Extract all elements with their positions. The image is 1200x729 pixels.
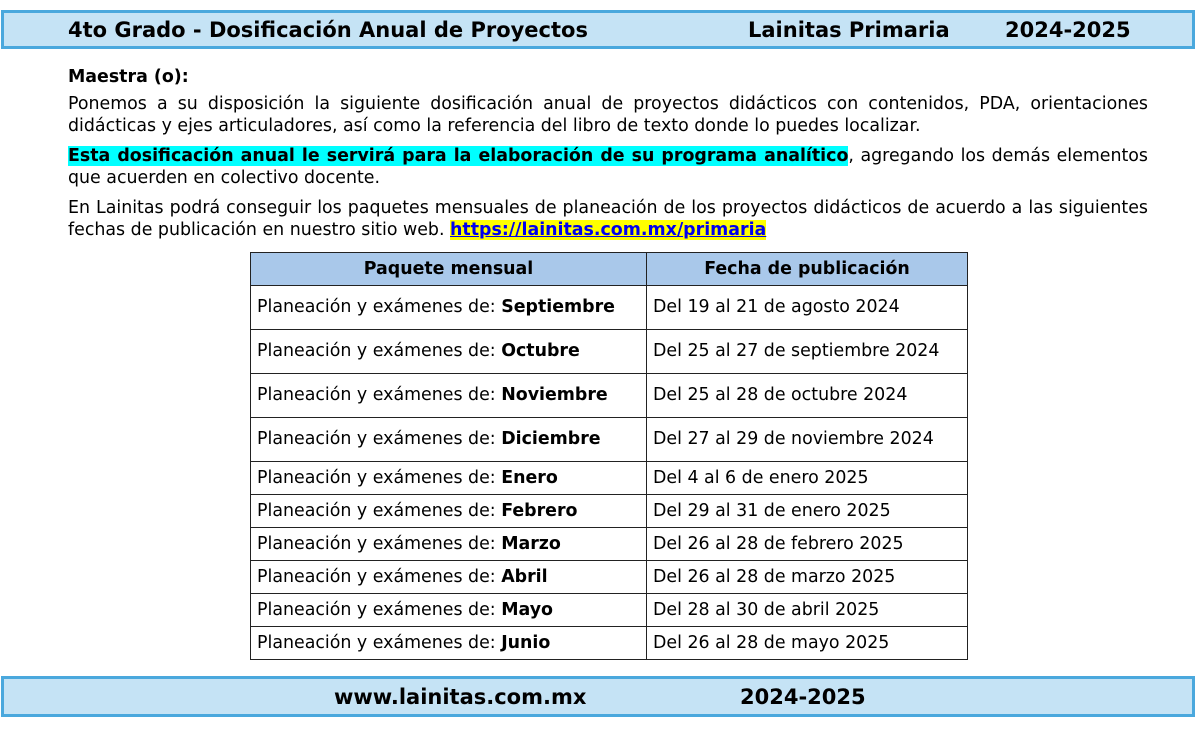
package-month: Noviembre	[501, 385, 608, 405]
package-cell	[251, 561, 647, 594]
package-cell	[251, 627, 647, 660]
intro-section	[68, 66, 1148, 249]
package-cell	[251, 286, 647, 330]
publication-schedule-table	[250, 252, 968, 660]
package-month: Septiembre	[501, 297, 615, 317]
header-banner	[1, 10, 1195, 49]
package-month: Diciembre	[501, 429, 601, 449]
package-prefix: Planeación y exámenes de:	[257, 632, 502, 653]
footer-banner	[1, 676, 1195, 717]
date-cell: Del 27 al 29 de noviembre 2024	[647, 418, 968, 462]
table-row	[251, 627, 968, 660]
package-month: Junio	[501, 632, 551, 653]
package-prefix: Planeación y exámenes de:	[257, 566, 502, 587]
package-prefix: Planeación y exámenes de:	[257, 297, 502, 317]
package-month: Abril	[501, 566, 548, 587]
table-row	[251, 528, 968, 561]
package-prefix: Planeación y exámenes de:	[257, 467, 502, 488]
date-cell: Del 26 al 28 de febrero 2025	[647, 528, 968, 561]
greeting: Maestra (o):	[68, 67, 189, 87]
package-month: Mayo	[501, 599, 553, 620]
table-row	[251, 330, 968, 374]
primaria-link[interactable]: https://lainitas.com.mx/primaria	[450, 220, 767, 240]
package-cell	[251, 495, 647, 528]
package-prefix: Planeación y exámenes de:	[257, 533, 502, 554]
date-cell: Del 28 al 30 de abril 2025	[647, 594, 968, 627]
package-cell	[251, 528, 647, 561]
package-cell	[251, 418, 647, 462]
date-cell: Del 25 al 28 de octubre 2024	[647, 374, 968, 418]
intro-paragraph: Ponemos a su disposición la siguiente dosificación anual de proyectos didácticos con contenidos, PDA, orientaciones didácticas y ejes articuladores, así como la referencia del libro de texto donde lo puedes localizar.	[68, 94, 1148, 136]
package-cell	[251, 462, 647, 495]
table-row	[251, 495, 968, 528]
package-month: Octubre	[501, 341, 580, 361]
usage-paragraph-rest: , agregando los demás elementos que acuerden en colectivo docente.	[68, 146, 1148, 188]
date-cell: Del 25 al 27 de septiembre 2024	[647, 330, 968, 374]
document-title: 4to Grado - Dosificación Anual de Proyectos	[68, 18, 588, 42]
school-name: Lainitas Primaria	[748, 18, 950, 42]
column-header-package: Paquete mensual	[251, 253, 647, 286]
date-cell: Del 4 al 6 de enero 2025	[647, 462, 968, 495]
package-month: Febrero	[501, 500, 578, 521]
school-year: 2024-2025	[1005, 18, 1131, 42]
table-row	[251, 286, 968, 330]
package-cell	[251, 330, 647, 374]
package-prefix: Planeación y exámenes de:	[257, 429, 502, 449]
highlighted-statement: Esta dosificación anual le servirá para la elaboración de su programa analítico	[68, 146, 849, 166]
date-cell: Del 29 al 31 de enero 2025	[647, 495, 968, 528]
package-prefix: Planeación y exámenes de:	[257, 385, 502, 405]
table-row	[251, 594, 968, 627]
date-cell: Del 26 al 28 de mayo 2025	[647, 627, 968, 660]
publication-text: En Lainitas podrá conseguir los paquetes mensuales de planeación de los proyectos didácticos de acuerdo a las siguientes fechas de publicación en nuestro sitio web.	[68, 198, 1148, 240]
usage-paragraph	[68, 145, 1148, 189]
package-cell	[251, 374, 647, 418]
date-cell: Del 19 al 21 de agosto 2024	[647, 286, 968, 330]
package-prefix: Planeación y exámenes de:	[257, 599, 502, 620]
package-cell	[251, 594, 647, 627]
column-header-date: Fecha de publicación	[647, 253, 968, 286]
table-row	[251, 462, 968, 495]
package-month: Marzo	[501, 533, 561, 554]
package-prefix: Planeación y exámenes de:	[257, 500, 502, 521]
footer-year: 2024-2025	[740, 685, 866, 709]
table-row	[251, 561, 968, 594]
date-cell: Del 26 al 28 de marzo 2025	[647, 561, 968, 594]
publication-paragraph	[68, 197, 1148, 241]
package-month: Enero	[501, 467, 558, 488]
table-row	[251, 418, 968, 462]
footer-website: www.lainitas.com.mx	[334, 685, 587, 709]
table-header-row	[251, 253, 968, 286]
table-row	[251, 374, 968, 418]
package-prefix: Planeación y exámenes de:	[257, 341, 502, 361]
